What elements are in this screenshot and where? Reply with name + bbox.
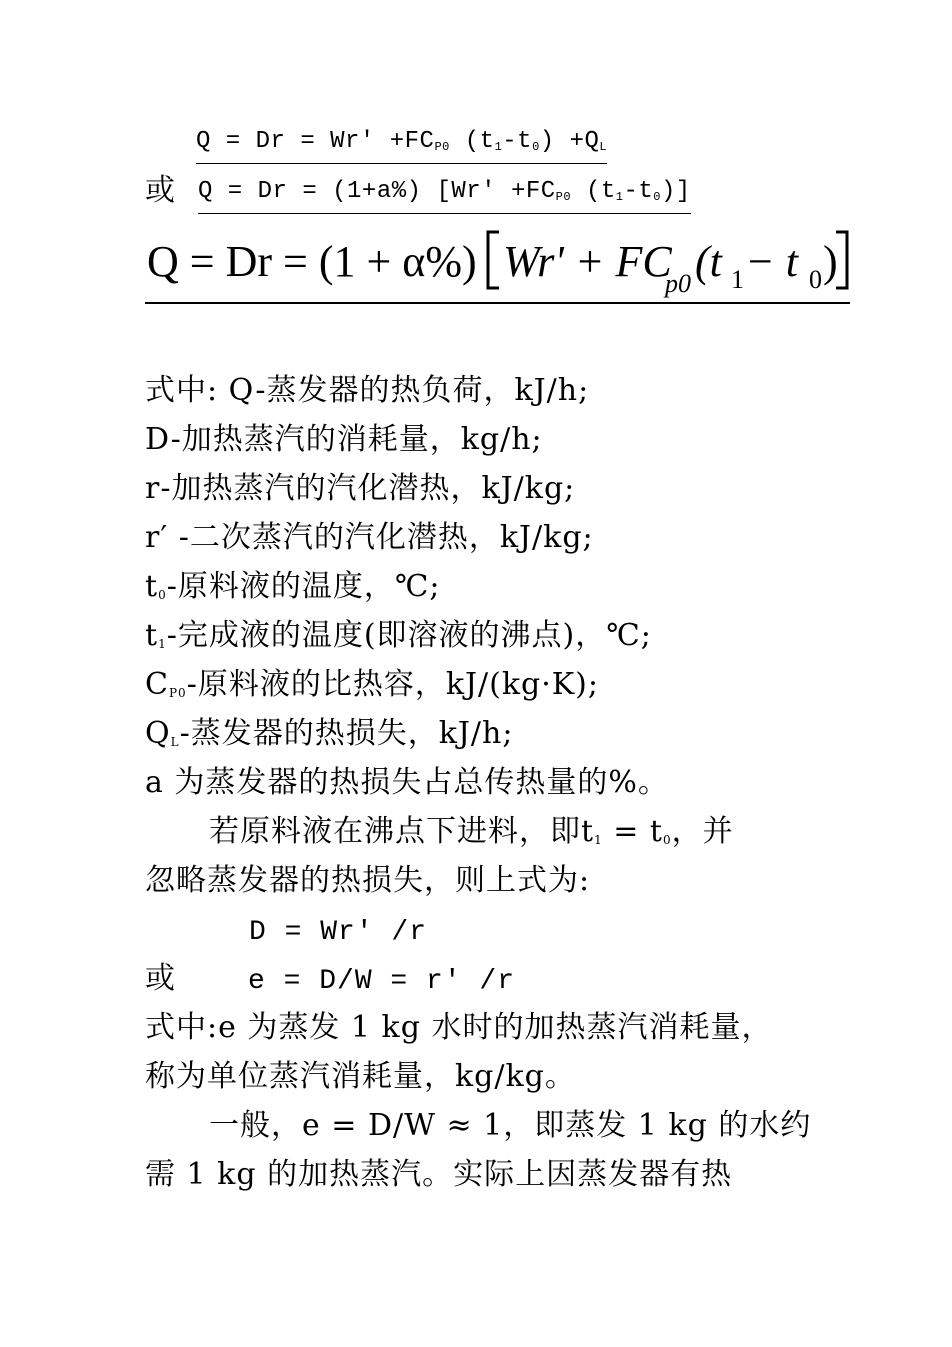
big-eq-sub-p0: p0: [665, 269, 691, 298]
big-eq-paren-open: (t: [695, 237, 722, 286]
p1-t1: t: [581, 814, 595, 849]
formula-d-text: D = Wr′ /r: [249, 917, 428, 948]
typeset-equation-svg: [145, 212, 850, 302]
heat-balance-equation-alt: [198, 177, 691, 214]
t1-symbol: t: [145, 618, 159, 653]
ql-text: -蒸发器的热损失，kJ/h;: [179, 716, 514, 751]
typeset-equation: [145, 212, 850, 304]
eq1-main: Q = Dr = Wr′ +FC: [196, 128, 435, 155]
definition-a: a 为蒸发器的热损失占总传热量的%。: [145, 765, 669, 800]
eq2-subscript-1: 1: [615, 190, 624, 204]
definition-ql: [145, 713, 815, 762]
formula-e-prefix: 或: [145, 961, 176, 996]
p1-text-b: ，并: [671, 814, 734, 849]
eq1-part: ) +Q: [539, 128, 600, 155]
t0-symbol: t: [145, 569, 159, 604]
paragraph1-line2: 忽略蒸发器的热损失，则上式为:: [145, 863, 591, 898]
big-eq-minus: − t: [745, 237, 798, 286]
definition-t0: [145, 566, 815, 615]
paragraph1-line1: [145, 811, 815, 860]
eq1-subscript-1: 1: [494, 140, 503, 154]
formula-d: [145, 909, 815, 958]
paragraph3-line2: 需 1 kg 的加热蒸汽。实际上因蒸发器有热: [145, 1157, 733, 1192]
t1-text: -完成液的温度(即溶液的沸点)，℃;: [166, 618, 652, 653]
paragraph2-line1: 式中:e 为蒸发 1 kg 水时的加热蒸汽消耗量，: [145, 1010, 773, 1045]
ql-subscript: L: [170, 735, 180, 749]
eq2-subscript-p0: P0: [555, 190, 572, 204]
formula-e-text: e = D/W = r′ /r: [248, 966, 516, 997]
body-text: [145, 370, 815, 1203]
definition-r: r-加热蒸汽的汽化潜热，kJ/kg;: [145, 471, 576, 506]
eq1-subscript-p0: P0: [434, 140, 450, 154]
eq2-prefix: 或: [145, 173, 175, 208]
cp0-text: -原料液的比热容，kJ/(kg·K);: [186, 667, 599, 702]
t1-subscript: 1: [158, 637, 167, 651]
eq2-subscript-0: 0: [653, 190, 661, 204]
definition-q: 式中: Q-蒸发器的热负荷，kJ/h;: [145, 373, 590, 408]
ql-symbol: Q: [145, 716, 171, 751]
eq1-subscript-l: L: [599, 140, 608, 154]
big-eq-inner: Wr' + FC: [503, 237, 672, 286]
eq2-part: (t: [571, 178, 616, 205]
big-eq-sub-1: 1: [731, 265, 744, 294]
eq1-part: -t: [502, 128, 533, 155]
paragraph3-line1: 一般，e = D/W ≈ 1，即蒸发 1 kg 的水约: [209, 1108, 812, 1143]
eq1-part: (t: [449, 128, 495, 155]
eq2-part: -t: [623, 178, 654, 205]
big-eq-lhs: Q = Dr = (1 + α%): [147, 237, 477, 286]
t0-text: -原料液的温度，℃;: [166, 569, 441, 604]
heat-balance-equation: [196, 127, 607, 164]
eq2-main: Q = Dr = (1+a%) [Wr′ +FC: [198, 178, 556, 205]
definition-t1: [145, 615, 815, 664]
eq2-part: )]: [661, 178, 691, 205]
p1-sub-1: 1: [594, 833, 603, 847]
left-bracket: [488, 232, 499, 288]
t0-subscript: 0: [158, 588, 167, 602]
cp0-symbol: C: [145, 667, 169, 702]
formula-e: [145, 958, 815, 1007]
definition-d: D-加热蒸汽的消耗量，kg/h;: [145, 422, 543, 457]
cp0-subscript: P0: [168, 686, 187, 700]
big-eq-sub-0: 0: [809, 265, 822, 294]
paragraph2-line2: 称为单位蒸汽消耗量，kg/kg。: [145, 1059, 576, 1094]
p1-text-a: 若原料液在沸点下进料，即: [209, 814, 581, 849]
definition-cp0: [145, 664, 815, 713]
eq1-subscript-0: 0: [532, 140, 540, 154]
p1-mid: = t: [602, 814, 663, 849]
big-eq-paren-close: ): [823, 237, 838, 286]
definition-r-prime: r′ -二次蒸汽的汽化潜热，kJ/kg;: [145, 520, 594, 555]
p1-sub-0: 0: [662, 833, 672, 847]
